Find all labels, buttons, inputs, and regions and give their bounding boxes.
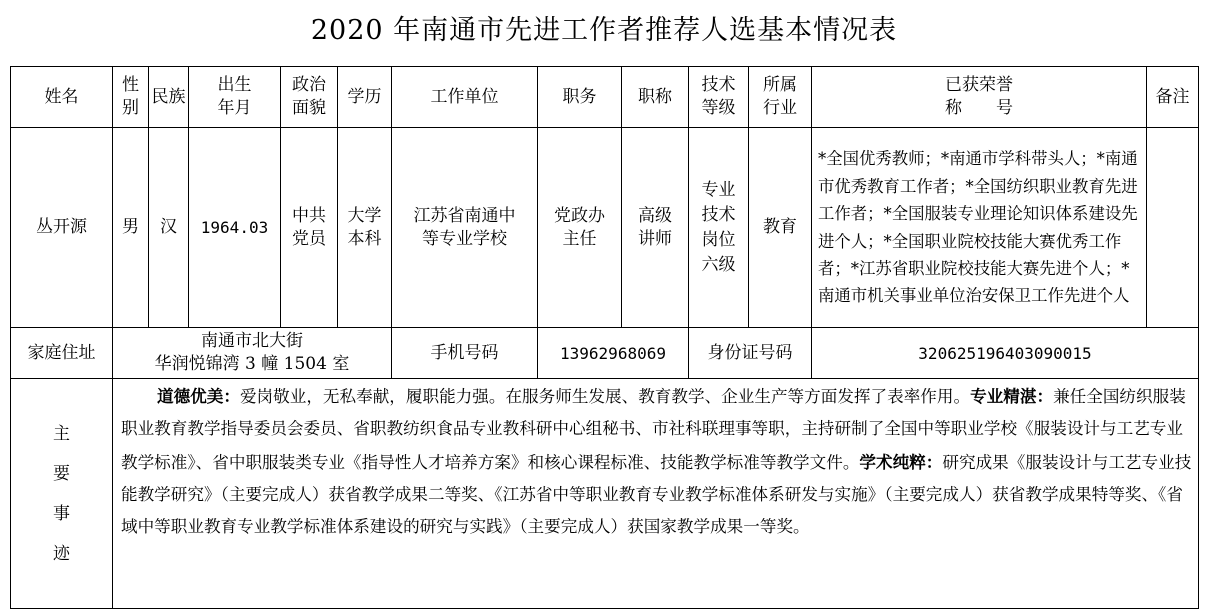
header-birth: 出生年月 — [189, 67, 281, 128]
person-honors: *全国优秀教师；*南通市学科带头人；*南通市优秀教育工作者；*全国纺织职业教育先进工作者；*全国服装专业理论知识体系建设先进个人；*全国职业院校技能大赛优秀工作者；*江苏省职业院校技能大赛先进个人；*南通市机关事业单位治安保卫工作先进个人 — [812, 128, 1147, 328]
header-position: 职务 — [538, 67, 622, 128]
page-title: 2020 年南通市先进工作者推荐人选基本情况表 — [310, 15, 898, 46]
header-remarks: 备注 — [1147, 67, 1199, 128]
person-remarks — [1147, 128, 1199, 328]
person-name: 丛开源 — [11, 128, 113, 328]
header-title: 职称 — [622, 67, 689, 128]
address-label: 家庭住址 — [11, 328, 113, 379]
person-political: 中共党员 — [281, 128, 338, 328]
header-gender: 性别 — [113, 67, 149, 128]
deeds-label: 主 要 事 迹 — [11, 379, 113, 609]
header-workplace: 工作单位 — [392, 67, 538, 128]
person-education: 大学本科 — [338, 128, 392, 328]
header-ethnicity: 民族 — [149, 67, 189, 128]
person-birth: 1964.03 — [189, 128, 281, 328]
person-tech-level: 专业技术岗位六级 — [689, 128, 749, 328]
address-line1: 南通市北大街 — [201, 331, 303, 351]
contact-row — [11, 328, 1199, 379]
deeds-heading-2: 专业精湛： — [970, 386, 1054, 406]
header-tech-level: 技术等级 — [689, 67, 749, 128]
header-political: 政治面貌 — [281, 67, 338, 128]
id-value: 320625196403090015 — [812, 328, 1199, 379]
deeds-heading-1: 道德优美： — [157, 386, 240, 406]
address-value — [113, 328, 392, 379]
deeds-text-2: 兼任全国纺织服装职业教育教学指导委员会委员、省职教纺织食品专业教科研中心组秘书、市社科联理事等职，主持研制了全国中等职业学校《服装设计与工艺专业教学标准》、省中职服装类专业《指导性人才培养方案》和核心课程标准、技能教学标准等教学文件。 — [121, 387, 1186, 472]
phone-label: 手机号码 — [392, 328, 538, 379]
deeds-text-3: 研究成果《服装设计与工艺专业技能教学研究》（主要完成人）获省教学成果二等奖、《江苏省中等职业教育专业教学标准体系研发与实施》（主要完成人）获省教学成果特等奖、《省域中等职业教育专业教学标准体系建设的研究与实践》（主要完成人）获国家教学成果一等奖。 — [121, 452, 1192, 537]
id-label: 身份证号码 — [689, 328, 812, 379]
deeds-row — [11, 379, 1199, 609]
header-honors: 已获荣誉称 号 — [812, 67, 1147, 128]
person-industry: 教育 — [749, 128, 812, 328]
address-line2: 华润悦锦湾 3 幢 1504 室 — [154, 354, 350, 374]
header-name: 姓名 — [11, 67, 113, 128]
header-row — [11, 67, 1199, 128]
person-ethnicity: 汉 — [149, 128, 189, 328]
header-education: 学历 — [338, 67, 392, 128]
deeds-heading-3: 学术纯粹： — [859, 451, 943, 472]
phone-value: 13962968069 — [538, 328, 689, 379]
deeds-text-1: 爱岗敬业，无私奉献，履职能力强。在服务师生发展、教育教学、企业生产等方面发挥了表率作用。 — [239, 387, 971, 406]
person-title: 高级讲师 — [622, 128, 689, 328]
header-industry: 所属行业 — [749, 67, 812, 128]
person-workplace: 江苏省南通中等专业学校 — [392, 128, 538, 328]
person-position: 党政办主任 — [538, 128, 622, 328]
deeds-content — [113, 379, 1199, 609]
person-row — [11, 128, 1199, 328]
info-table — [10, 66, 1199, 609]
person-gender: 男 — [113, 128, 149, 328]
